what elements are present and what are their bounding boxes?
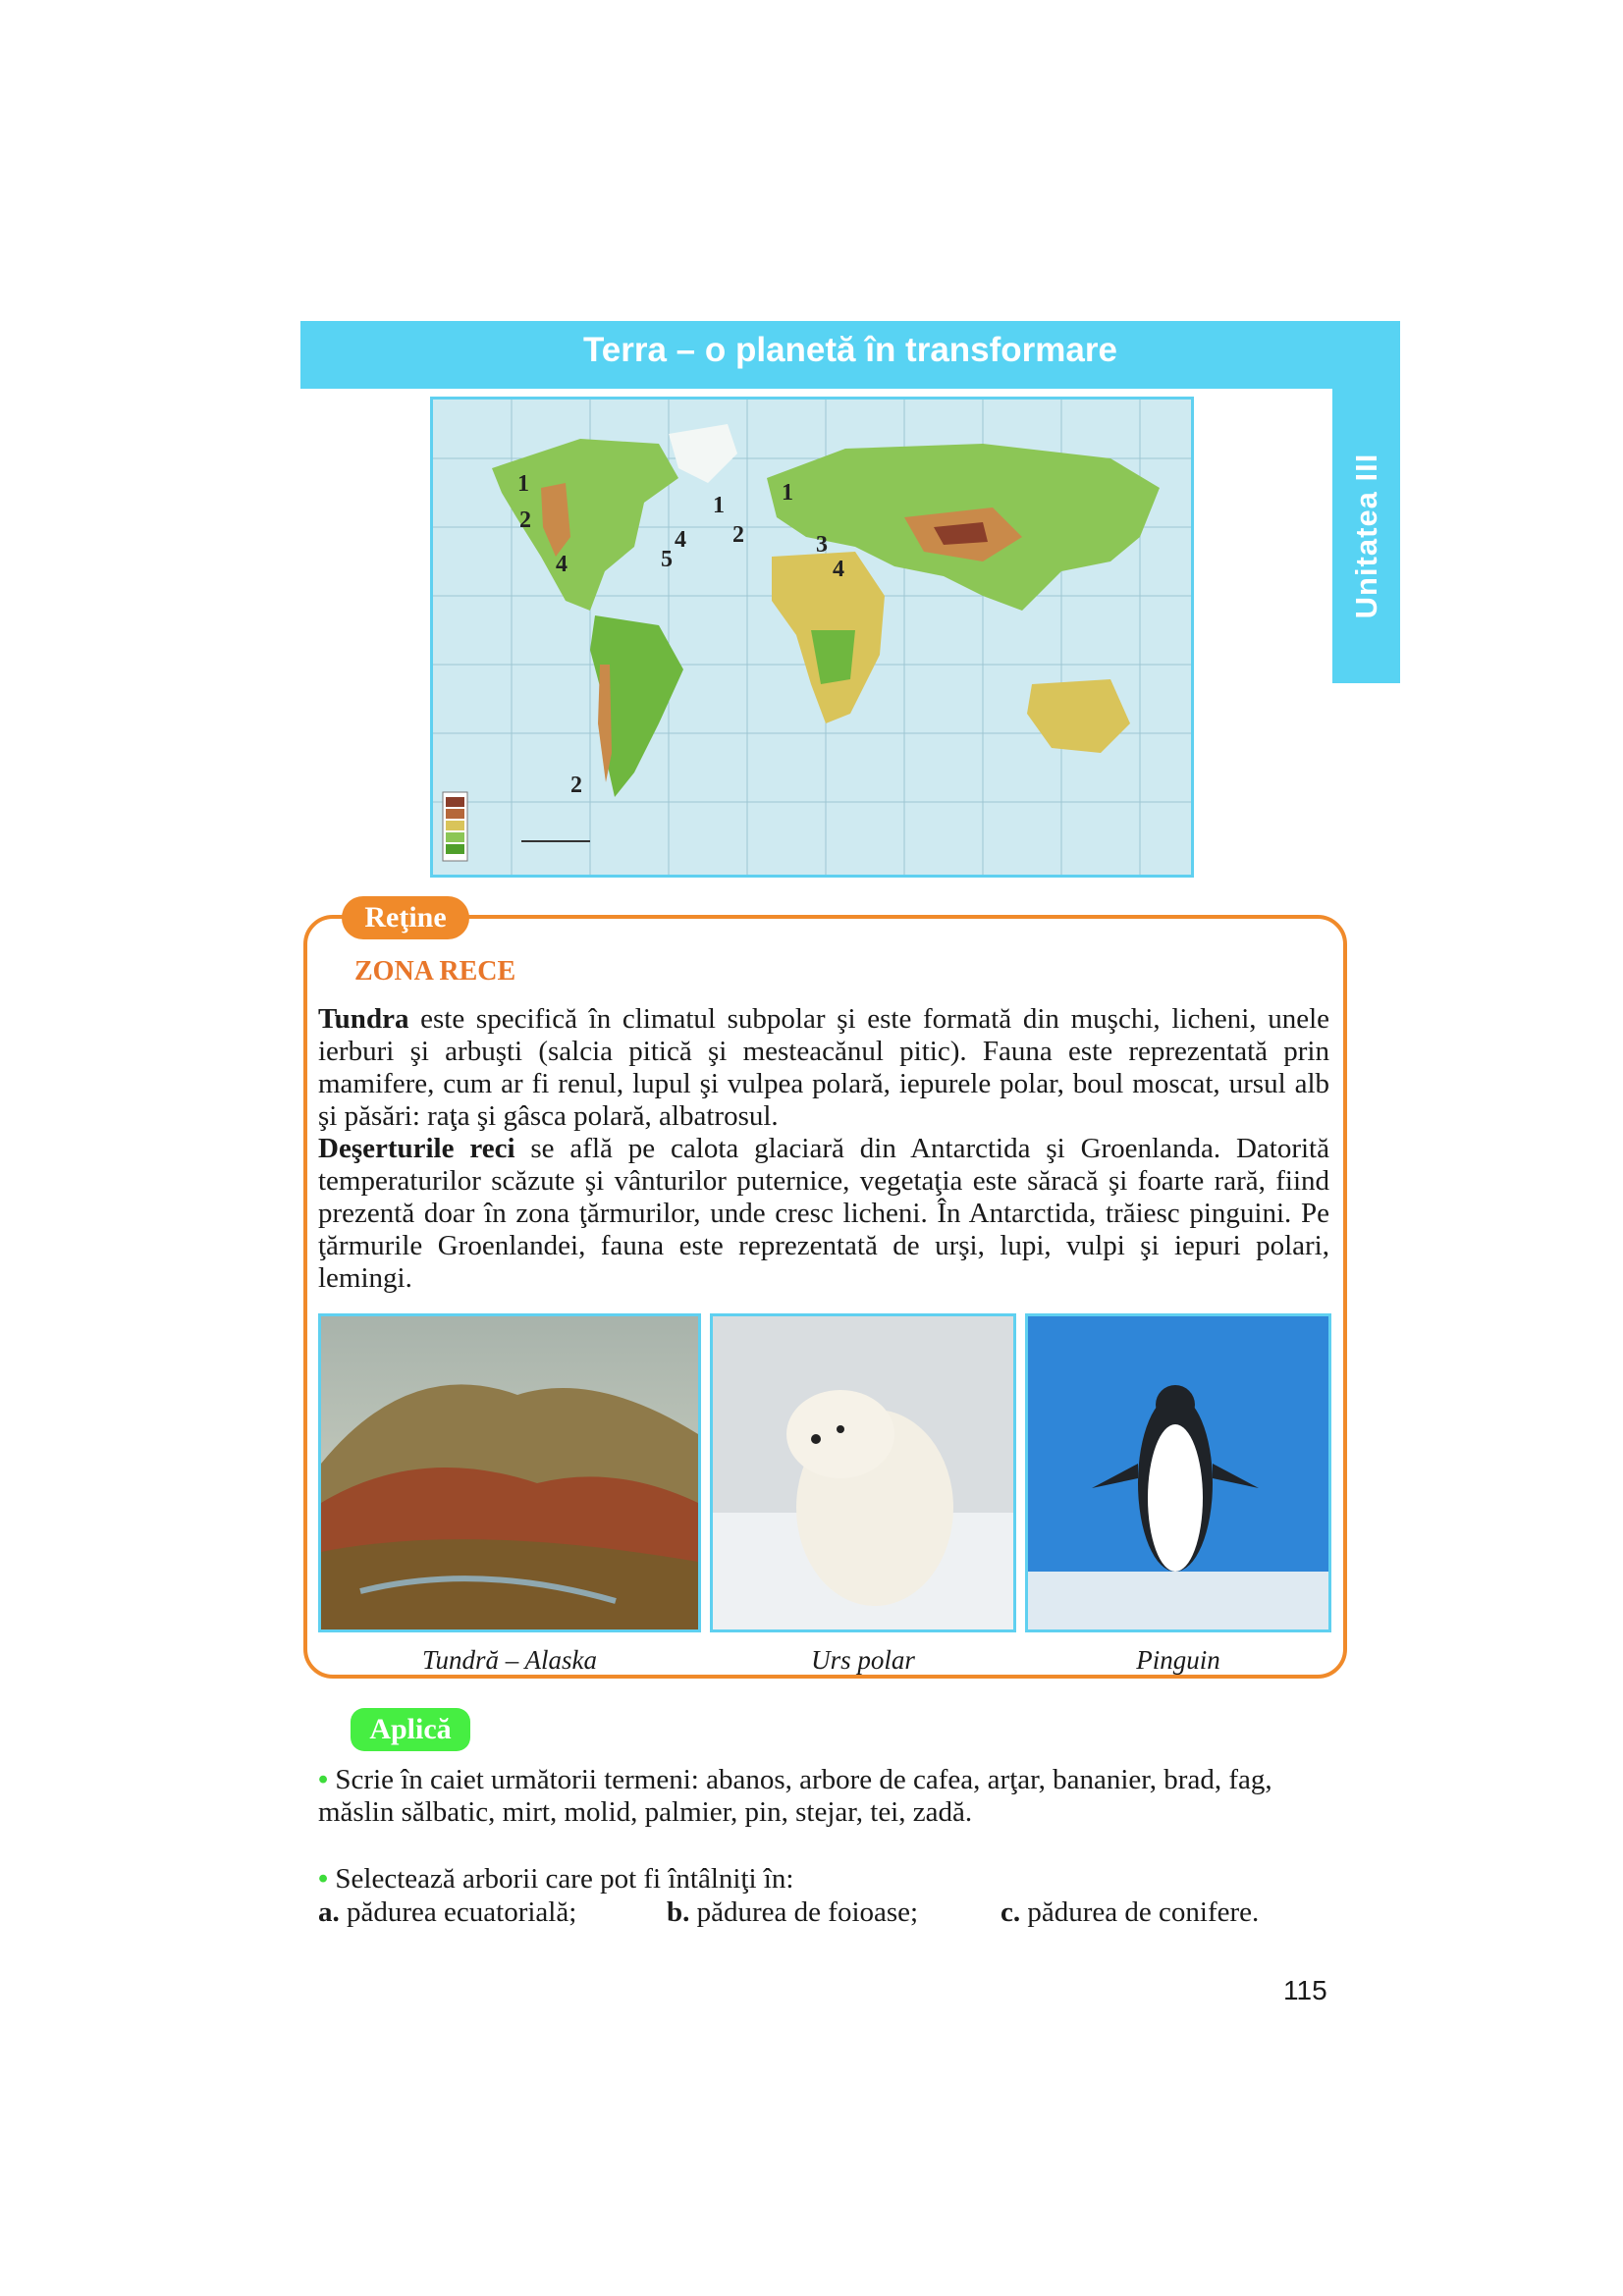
option-letter: c. [1001,1896,1021,1928]
cold-desert-text: se află pe calota glaciară din Antarctida şi Groenlanda. Datorită temperaturilor scăzute şi vânturilor puternice, vegetaţia este săracă şi foarte rară, fiind prezentă doar în zona ţărmurilor, unde cresc licheni. În Antarctida, trăiesc pinguini. Pe ţărmurile Groenlandei, fauna este reprezentată de urşi, lupi, vulpi şi iepuri polari, lemingi. [318,1133,1329,1294]
tundra-text: este specifică în climatul subpolar şi este formată din muşchi, licheni, unele ierburi şi arbuşti (salcia pitică şi mesteacănul pitic). Fauna este reprezentată prin mamifere, cum ar fi renul, lupul şi vulpea polară, iepurele polar, boul moscat, ursul alb şi păsări: raţa şi gâsca polară, albatrosul. [318,1003,1329,1132]
photo-caption: Urs polar [811,1645,915,1675]
tundra-photo [318,1313,701,1632]
bullet-icon: • [318,1863,329,1895]
map-marker: 1 [782,480,793,506]
cold-desert-term: Deşerturile reci [318,1133,515,1164]
task-1-text: Scrie în caiet următorii termeni: abanos, arbore de cafea, arţar, bananier, brad, fag, măslin sălbatic, mirt, molid, palmier, pin, stejar, tei, zadă. [318,1764,1272,1828]
header-bar [300,321,1400,389]
map-marker: 4 [556,552,568,577]
retine-badge: Reţine [342,896,469,939]
option-letter: a. [318,1896,340,1928]
section-title: ZONA RECE [354,956,516,987]
map-marker: 3 [816,532,828,558]
option-b [667,1896,918,1929]
task-1 [318,1764,1339,1829]
map-marker: 4 [833,557,844,582]
photo-caption: Tundră – Alaska [421,1645,598,1675]
photo-caption: Pinguin [1136,1645,1220,1675]
unit-label: Unitatea III [1348,453,1383,619]
map-marker: 4 [675,527,686,553]
map-marker: 5 [661,547,673,572]
tundra-paragraph [318,1003,1329,1133]
map-marker: 1 [713,493,725,518]
option-text: pădurea ecuatorială; [339,1896,577,1928]
map-marker: 1 [517,471,529,497]
bullet-icon: • [318,1764,329,1795]
map-marker: 2 [732,522,744,548]
polar-bear-photo [710,1313,1016,1632]
penguin-photo [1025,1313,1331,1632]
map-marker: 2 [519,507,531,533]
cold-desert-paragraph [318,1133,1329,1295]
map-marker: 2 [570,773,582,798]
page-title: Terra – o planetă în transformare [583,331,1117,369]
option-a [318,1896,576,1929]
unit-tab [1332,389,1400,683]
task-2-text: Selectează arborii care pot fi întâlniţi în: [335,1863,794,1895]
option-text: pădurea de conifere. [1020,1896,1260,1928]
option-c [1001,1896,1259,1929]
tundra-term: Tundra [318,1003,409,1035]
option-letter: b. [667,1896,690,1928]
page-number: 115 [1283,1975,1327,2005]
aplica-badge: Aplică [351,1708,470,1751]
task-2 [318,1863,1339,1896]
world-physical-map [430,397,1194,878]
option-text: pădurea de foioase; [689,1896,919,1928]
